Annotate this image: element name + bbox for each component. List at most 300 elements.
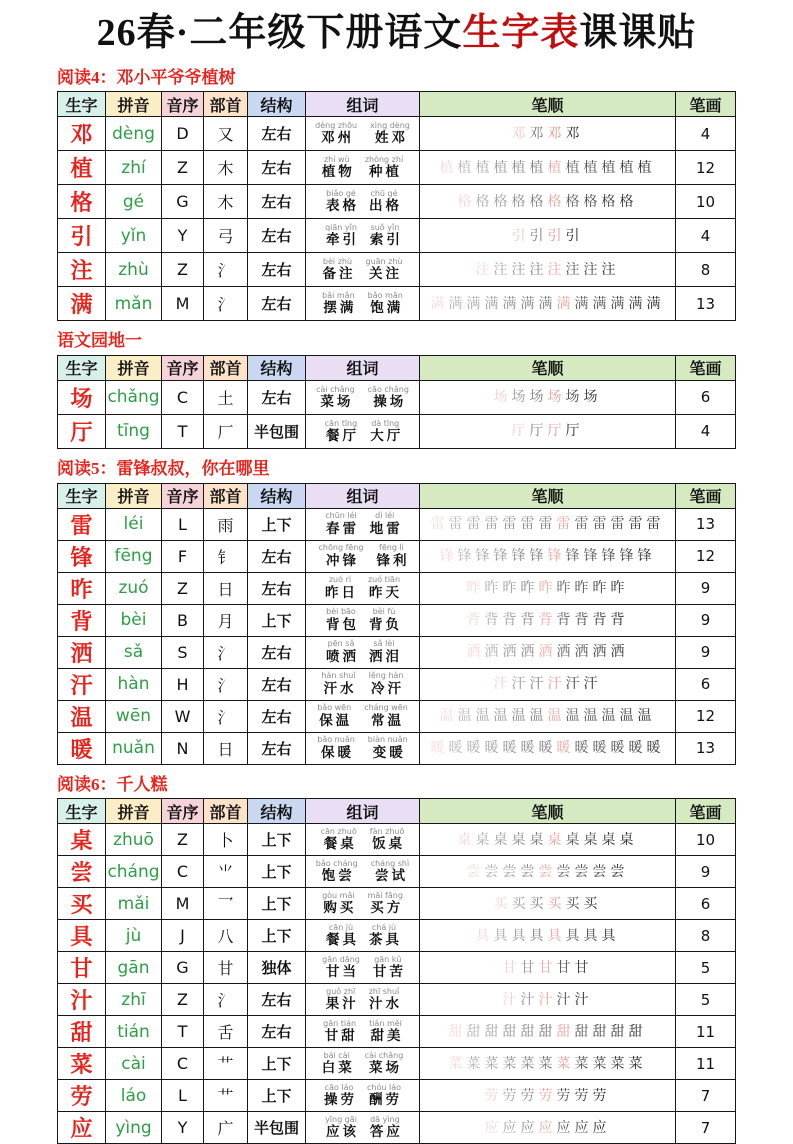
word-pinyin: bǎo nuǎn [317, 736, 355, 744]
stroke-step: 桌 [476, 834, 490, 848]
stroke-count-cell: 4 [676, 414, 736, 448]
stroke-step: 暖 [467, 742, 481, 756]
initial-cell: Z [162, 984, 204, 1016]
word-item [322, 156, 352, 180]
stroke-step: 背 [467, 614, 481, 628]
stroke-order-cell [420, 732, 676, 764]
word-text: 餐具 [326, 933, 359, 947]
word-row [306, 224, 419, 248]
word-item [368, 736, 408, 760]
stroke-step: 满 [647, 298, 661, 312]
table-header-row [58, 355, 736, 380]
structure-cell: 左右 [248, 1016, 306, 1048]
word-text: 甘苦 [373, 965, 406, 979]
word-pinyin: biàn nuǎn [368, 736, 408, 744]
word-text: 表格 [326, 199, 359, 213]
hanzi-cell: 注 [58, 253, 106, 287]
stroke-step: 满 [503, 298, 517, 312]
word-pinyin: cān zhuō [321, 828, 357, 836]
word-item [325, 512, 357, 536]
word-pinyin: chá jù [372, 924, 396, 932]
radical-cell: 艹 [204, 1080, 248, 1112]
stroke-step: 菜 [557, 1058, 571, 1072]
stroke-step: 暖 [629, 742, 643, 756]
stroke-step: 具 [602, 930, 616, 944]
stroke-order-cell [420, 151, 676, 185]
initial-cell: G [162, 185, 204, 219]
stroke-count-cell: 4 [676, 117, 736, 151]
word-item [326, 640, 356, 664]
pinyin-cell: zhuō [106, 824, 162, 856]
radical-cell: 月 [204, 604, 248, 636]
stroke-step: 锋 [584, 550, 598, 564]
stroke-order-cell [420, 572, 676, 604]
word-text: 菜场 [320, 395, 353, 409]
word-item [365, 1052, 404, 1076]
word-pinyin: dèng zhōu [315, 122, 357, 130]
table-row [58, 117, 736, 151]
stroke-step: 满 [557, 298, 571, 312]
stroke-step: 买 [512, 898, 526, 912]
stroke-step: 甜 [539, 1026, 553, 1040]
stroke-step: 锋 [440, 550, 454, 564]
pinyin-cell: zuó [106, 572, 162, 604]
stroke-step: 具 [494, 930, 508, 944]
hanzi-cell: 具 [58, 920, 106, 952]
word-text: 备注 [322, 267, 355, 281]
word-text: 汗水 [324, 682, 357, 696]
word-pinyin: gān tián [323, 1020, 356, 1028]
section-title: 语文园地一 [57, 332, 793, 351]
words-cell [306, 700, 420, 732]
column-header: 音序 [162, 355, 204, 380]
pinyin-cell: láo [106, 1080, 162, 1112]
structure-cell: 上下 [248, 888, 306, 920]
table-header-row [58, 799, 736, 824]
column-header: 笔画 [676, 799, 736, 824]
words-cell [306, 952, 420, 984]
word-row [306, 924, 419, 948]
word-pinyin: guān zhù [365, 258, 402, 266]
stroke-step: 植 [530, 162, 544, 176]
hanzi-cell: 尝 [58, 856, 106, 888]
structure-cell: 独体 [248, 952, 306, 984]
stroke-step: 雷 [593, 518, 607, 532]
stroke-count-cell: 13 [676, 287, 736, 321]
stroke-step: 洒 [467, 646, 481, 660]
word-row [306, 512, 419, 536]
radical-cell: 卜 [204, 824, 248, 856]
stroke-step: 锋 [512, 550, 526, 564]
word-text: 邓州 [321, 131, 354, 145]
hanzi-cell: 场 [58, 380, 106, 414]
words-cell [306, 380, 420, 414]
stroke-step: 尝 [485, 866, 499, 880]
word-item [323, 1020, 356, 1044]
stroke-step: 厅 [548, 425, 562, 439]
stroke-step: 买 [566, 898, 580, 912]
word-pinyin: hàn shuǐ [321, 672, 355, 680]
initial-cell: F [162, 540, 204, 572]
pinyin-cell: tián [106, 1016, 162, 1048]
word-row [306, 704, 419, 728]
stroke-order-cell [420, 920, 676, 952]
stroke-step: 植 [638, 162, 652, 176]
stroke-step: 应 [485, 1122, 499, 1136]
stroke-step: 昨 [557, 582, 571, 596]
word-pinyin: zuó rì [329, 576, 351, 584]
word-item [370, 1116, 400, 1140]
words-cell [306, 185, 420, 219]
words-cell [306, 572, 420, 604]
column-header: 音序 [162, 799, 204, 824]
word-text: 操劳 [324, 1093, 357, 1107]
stroke-step: 引 [530, 230, 544, 244]
radical-cell: 氵 [204, 984, 248, 1016]
stroke-step: 格 [548, 196, 562, 210]
hanzi-cell: 劳 [58, 1080, 106, 1112]
lesson-section [0, 332, 793, 449]
pinyin-cell: tīng [106, 414, 162, 448]
word-text: 汁水 [369, 997, 402, 1011]
word-pinyin: mǎi fāng [368, 892, 403, 900]
stroke-step: 满 [449, 298, 463, 312]
stroke-step: 温 [620, 710, 634, 724]
stroke-step: 锋 [548, 550, 562, 564]
stroke-step: 温 [584, 710, 598, 724]
word-item [317, 736, 355, 760]
radical-cell: 木 [204, 185, 248, 219]
word-text: 冲锋 [326, 554, 359, 568]
word-item [325, 224, 357, 248]
word-text: 饱尝 [322, 869, 355, 883]
stroke-order-cell [420, 540, 676, 572]
stroke-step: 植 [548, 162, 562, 176]
structure-cell: 左右 [248, 219, 306, 253]
hanzi-cell: 昨 [58, 572, 106, 604]
stroke-step: 温 [494, 710, 508, 724]
initial-cell: M [162, 287, 204, 321]
stroke-order-cell [420, 700, 676, 732]
words-cell [306, 1048, 420, 1080]
stroke-order-cell [420, 856, 676, 888]
word-item [365, 156, 403, 180]
stroke-step: 雷 [647, 518, 661, 532]
initial-cell: N [162, 732, 204, 764]
stroke-step: 注 [548, 264, 562, 278]
stroke-step: 昨 [593, 582, 607, 596]
pinyin-cell: gé [106, 185, 162, 219]
stroke-count-cell: 7 [676, 1080, 736, 1112]
word-pinyin: biǎo gé [326, 190, 356, 198]
initial-cell: M [162, 888, 204, 920]
word-pinyin: pēn sǎ [328, 640, 355, 648]
stroke-count-cell: 9 [676, 856, 736, 888]
stroke-step: 引 [548, 230, 562, 244]
stroke-order-cell [420, 287, 676, 321]
stroke-step: 格 [458, 196, 472, 210]
stroke-step: 昨 [485, 582, 499, 596]
stroke-step: 桌 [584, 834, 598, 848]
word-pinyin: cháng wēn [364, 704, 408, 712]
stroke-step: 甜 [593, 1026, 607, 1040]
stroke-step: 汁 [575, 994, 589, 1008]
table-row [58, 151, 736, 185]
word-item [316, 386, 355, 410]
words-cell [306, 1016, 420, 1048]
words-cell [306, 856, 420, 888]
word-text: 地雷 [370, 522, 403, 536]
stroke-order-cell [420, 380, 676, 414]
structure-cell: 左右 [248, 117, 306, 151]
stroke-step: 雷 [467, 518, 481, 532]
word-row [306, 258, 419, 282]
word-row [306, 156, 419, 180]
radical-cell: 氵 [204, 253, 248, 287]
stroke-step: 应 [539, 1122, 553, 1136]
word-text: 索引 [370, 233, 403, 247]
word-pinyin: cāo láo [325, 1084, 354, 1092]
stroke-step: 汗 [494, 678, 508, 692]
lesson-section [0, 776, 793, 1144]
stroke-count-cell: 6 [676, 668, 736, 700]
stroke-step: 暖 [575, 742, 589, 756]
words-cell [306, 414, 420, 448]
radical-cell: 弓 [204, 219, 248, 253]
stroke-count-cell: 10 [676, 185, 736, 219]
stroke-step: 雷 [431, 518, 445, 532]
word-pinyin: qiān yǐn [325, 224, 357, 232]
column-header: 结构 [248, 799, 306, 824]
column-header: 笔顺 [420, 355, 676, 380]
structure-cell: 左右 [248, 700, 306, 732]
word-row [306, 736, 419, 760]
stroke-step: 甜 [503, 1026, 517, 1040]
hanzi-cell: 甜 [58, 1016, 106, 1048]
word-row [306, 956, 419, 980]
stroke-step: 桌 [530, 834, 544, 848]
stroke-step: 甜 [557, 1026, 571, 1040]
column-header: 结构 [248, 92, 306, 117]
word-item [364, 704, 408, 728]
word-pinyin: cān tīng [325, 420, 357, 428]
column-header: 部首 [204, 92, 248, 117]
table-row [58, 540, 736, 572]
column-header: 生字 [58, 483, 106, 508]
column-header: 结构 [248, 483, 306, 508]
stroke-order-cell [420, 414, 676, 448]
stroke-step: 甘 [539, 962, 553, 976]
hanzi-cell: 温 [58, 700, 106, 732]
stroke-step: 植 [566, 162, 580, 176]
table-row [58, 952, 736, 984]
stroke-count-cell: 6 [676, 380, 736, 414]
words-cell [306, 287, 420, 321]
word-text: 变暖 [373, 746, 406, 760]
stroke-step: 背 [485, 614, 499, 628]
stroke-count-cell: 6 [676, 888, 736, 920]
initial-cell: T [162, 414, 204, 448]
stroke-step: 昨 [503, 582, 517, 596]
stroke-step: 雷 [521, 518, 535, 532]
words-cell [306, 508, 420, 540]
radical-cell: 雨 [204, 508, 248, 540]
structure-cell: 上下 [248, 824, 306, 856]
structure-cell: 左右 [248, 636, 306, 668]
stroke-step: 暖 [449, 742, 463, 756]
word-item [370, 224, 400, 248]
stroke-step: 尝 [521, 866, 535, 880]
stroke-step: 菜 [503, 1058, 517, 1072]
pinyin-cell: dèng [106, 117, 162, 151]
stroke-step: 背 [503, 614, 517, 628]
stroke-step: 甜 [575, 1026, 589, 1040]
stroke-step: 甜 [629, 1026, 643, 1040]
word-text: 出格 [369, 199, 402, 213]
stroke-step: 满 [521, 298, 535, 312]
column-header: 音序 [162, 483, 204, 508]
pinyin-cell: chǎng [106, 380, 162, 414]
stroke-count-cell: 5 [676, 984, 736, 1016]
stroke-order-cell [420, 1112, 676, 1144]
word-pinyin: zhòng zhí [365, 156, 403, 164]
word-item [322, 1052, 352, 1076]
hanzi-cell: 菜 [58, 1048, 106, 1080]
words-cell [306, 540, 420, 572]
word-pinyin: cān jù [329, 924, 353, 932]
stroke-order-cell [420, 253, 676, 287]
stroke-step: 满 [485, 298, 499, 312]
stroke-step: 尝 [611, 866, 625, 880]
stroke-step: 尝 [467, 866, 481, 880]
hanzi-cell: 邓 [58, 117, 106, 151]
stroke-count-cell: 8 [676, 920, 736, 952]
stroke-count-cell: 11 [676, 1016, 736, 1048]
radical-cell: 舌 [204, 1016, 248, 1048]
word-item [326, 608, 356, 632]
radical-cell: 氵 [204, 287, 248, 321]
stroke-step: 植 [512, 162, 526, 176]
table-row [58, 253, 736, 287]
pinyin-cell: wēn [106, 700, 162, 732]
stroke-step: 温 [530, 710, 544, 724]
structure-cell: 半包围 [248, 1112, 306, 1144]
word-item [325, 1116, 357, 1140]
stroke-step: 锋 [530, 550, 544, 564]
stroke-order-cell [420, 1048, 676, 1080]
structure-cell: 上下 [248, 920, 306, 952]
table-row [58, 856, 736, 888]
radical-cell: 甘 [204, 952, 248, 984]
word-row [306, 608, 419, 632]
stroke-step: 植 [584, 162, 598, 176]
stroke-step: 洒 [611, 646, 625, 660]
word-item [367, 1084, 401, 1108]
hanzi-cell: 甘 [58, 952, 106, 984]
stroke-step: 买 [584, 898, 598, 912]
stroke-step: 格 [530, 196, 544, 210]
stroke-step: 暖 [539, 742, 553, 756]
word-text: 大厅 [370, 429, 403, 443]
word-item [369, 640, 399, 664]
stroke-step: 注 [566, 264, 580, 278]
word-text: 昨天 [369, 586, 402, 600]
words-cell [306, 1080, 420, 1112]
word-row [306, 576, 419, 600]
stroke-step: 汗 [530, 678, 544, 692]
stroke-step: 甜 [521, 1026, 535, 1040]
column-header: 生字 [58, 92, 106, 117]
word-item [326, 190, 356, 214]
stroke-count-cell: 7 [676, 1112, 736, 1144]
words-cell [306, 604, 420, 636]
stroke-step: 温 [548, 710, 562, 724]
word-pinyin: dà tīng [371, 420, 399, 428]
word-item [370, 512, 400, 536]
word-item [325, 576, 355, 600]
stroke-step: 植 [620, 162, 634, 176]
stroke-step: 注 [512, 264, 526, 278]
stroke-step: 桌 [548, 834, 562, 848]
word-item [369, 924, 399, 948]
hanzi-cell: 汁 [58, 984, 106, 1016]
pinyin-cell: mǎi [106, 888, 162, 920]
word-text: 买方 [370, 901, 403, 915]
word-item [315, 122, 357, 146]
radical-cell: 木 [204, 151, 248, 185]
stroke-step: 暖 [503, 742, 517, 756]
hanzi-cell: 引 [58, 219, 106, 253]
hanzi-cell: 桌 [58, 824, 106, 856]
stroke-step: 菜 [467, 1058, 481, 1072]
stroke-step: 雷 [485, 518, 499, 532]
stroke-step: 暖 [431, 742, 445, 756]
word-pinyin: tián měi [369, 1020, 402, 1028]
stroke-step: 锋 [476, 550, 490, 564]
stroke-step: 汗 [566, 678, 580, 692]
radical-cell: 艹 [204, 1048, 248, 1080]
structure-cell: 上下 [248, 1048, 306, 1080]
stroke-step: 洒 [557, 646, 571, 660]
stroke-step: 满 [575, 298, 589, 312]
word-item [326, 924, 356, 948]
stroke-step: 桌 [566, 834, 580, 848]
sections-container [0, 69, 793, 1144]
word-text: 甘当 [326, 965, 359, 979]
table-row [58, 732, 736, 764]
word-pinyin: zhí wù [324, 156, 350, 164]
column-header: 部首 [204, 483, 248, 508]
stroke-step: 雷 [575, 518, 589, 532]
word-item [369, 988, 400, 1012]
stroke-step: 场 [548, 391, 562, 405]
stroke-step: 汗 [584, 678, 598, 692]
word-pinyin: bǎo mǎn [368, 292, 403, 300]
column-header: 笔顺 [420, 483, 676, 508]
words-cell [306, 668, 420, 700]
word-text: 酬劳 [369, 1093, 402, 1107]
table-row [58, 185, 736, 219]
table-row [58, 888, 736, 920]
word-item [316, 860, 358, 884]
word-text: 购买 [323, 901, 356, 915]
stroke-step: 尝 [557, 866, 571, 880]
initial-cell: Y [162, 1112, 204, 1144]
word-text: 冷汗 [371, 682, 404, 696]
word-pinyin: cài chǎng [316, 386, 355, 394]
initial-cell: Z [162, 253, 204, 287]
word-pinyin: bèi bāo [326, 608, 356, 616]
